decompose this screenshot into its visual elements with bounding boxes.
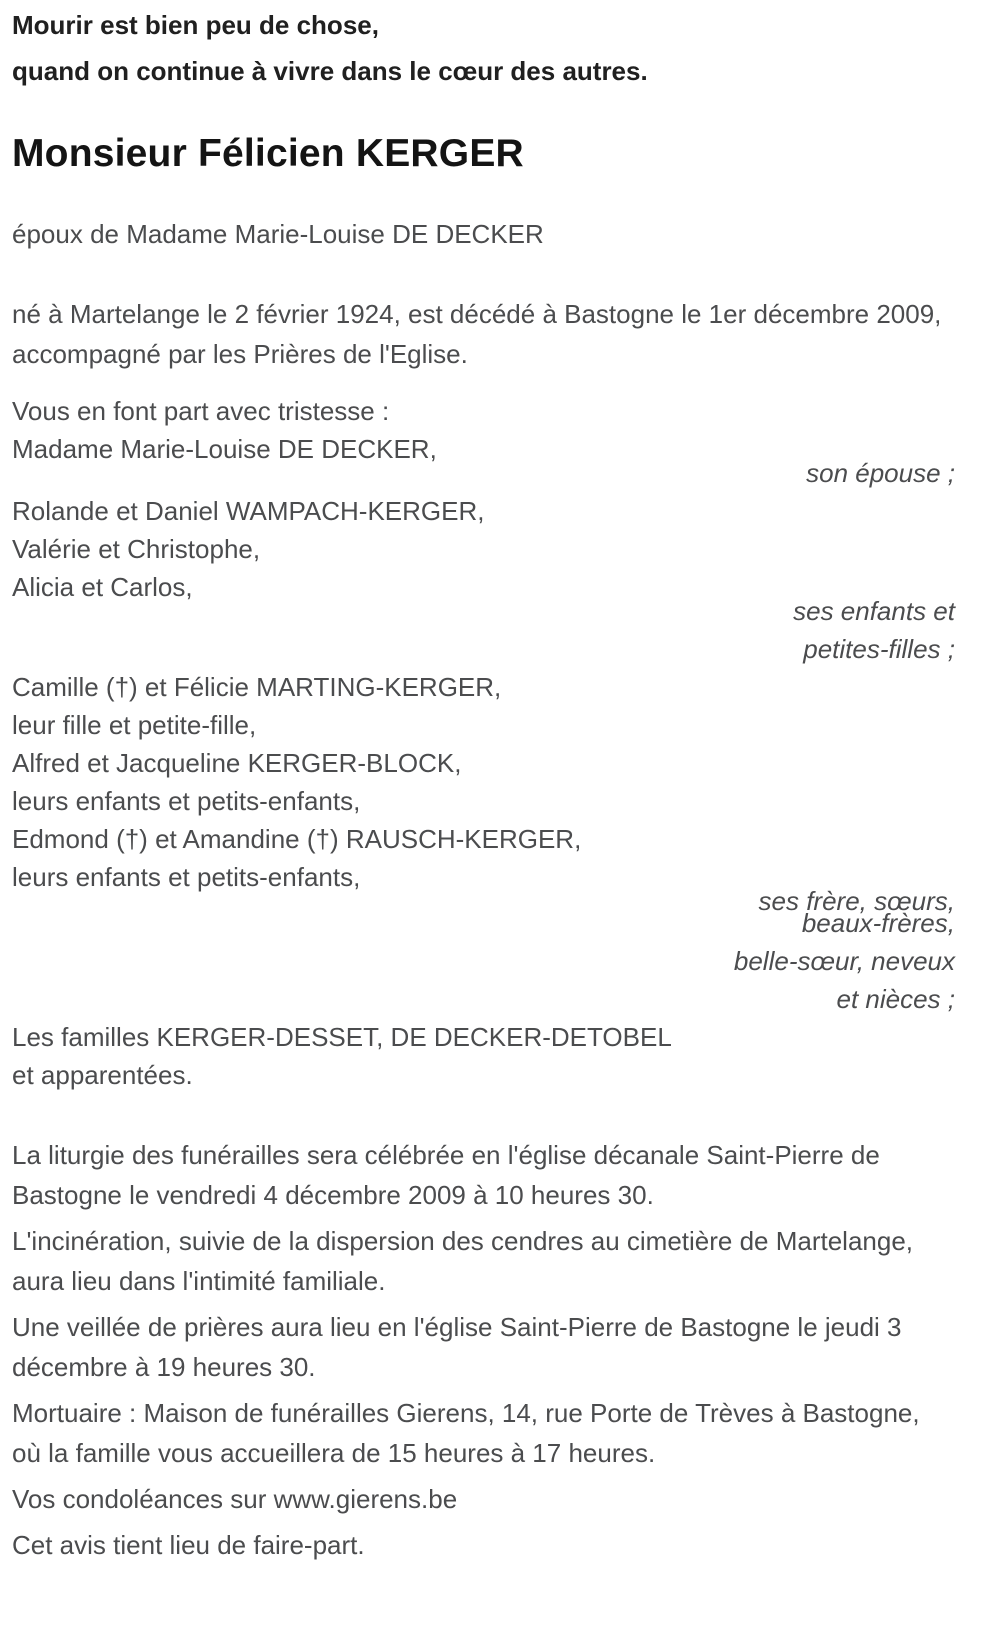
family-member-line: Les familles KERGER-DESSET, DE DECKER-DETOBEL bbox=[12, 1022, 672, 1052]
family-member-line: Edmond (†) et Amandine (†) RAUSCH-KERGER, bbox=[12, 824, 582, 854]
family-member-line: Alicia et Carlos, bbox=[12, 572, 193, 602]
death-details: né à Martelange le 2 février 1924, est décédé à Bastogne le 1er décembre 2009, accompagné par les Prières de l'Eglise. bbox=[12, 299, 942, 369]
condolences-text: Vos condoléances sur bbox=[12, 1484, 274, 1514]
family-list bbox=[12, 430, 955, 1094]
epitaph-line-1: Mourir est bien peu de chose, bbox=[12, 10, 379, 40]
family-member-line: Camille (†) et Félicie MARTING-KERGER, bbox=[12, 672, 502, 702]
ceremony-info bbox=[12, 1135, 955, 1565]
epitaph-line-2: quand on continue à vivre dans le cœur des autres. bbox=[12, 56, 648, 86]
relation-block bbox=[12, 882, 955, 1018]
family-member-line: Madame Marie-Louise DE DECKER, bbox=[12, 434, 437, 464]
announcement-intro: Vous en font part avec tristesse : bbox=[12, 396, 390, 426]
relation-label: et nièces ; bbox=[836, 984, 955, 1014]
family-member-line: Valérie et Christophe, bbox=[12, 534, 261, 564]
spouse-line: époux de Madame Marie-Louise DE DECKER bbox=[12, 219, 544, 249]
family-member-line: Alfred et Jacqueline KERGER-BLOCK, bbox=[12, 748, 462, 778]
family-group-extended bbox=[12, 1018, 955, 1094]
mortuary-paragraph: Mortuaire : Maison de funérailles Gierens, 14, rue Porte de Trèves à Bastogne, où la famille vous accueillera de 15 heures à 17 heures. bbox=[12, 1398, 920, 1468]
relation-label: belle-sœur, neveux bbox=[733, 946, 955, 976]
family-member-line: leurs enfants et petits-enfants, bbox=[12, 786, 361, 816]
family-member-line: leurs enfants et petits-enfants, bbox=[12, 862, 361, 892]
family-member-line: et apparentées. bbox=[12, 1060, 193, 1090]
family-group-spouse bbox=[12, 430, 955, 492]
relation-label: petites-filles ; bbox=[803, 634, 955, 664]
condolences-line bbox=[12, 1479, 955, 1519]
relation-label: son épouse ; bbox=[806, 458, 955, 488]
epitaph bbox=[12, 2, 955, 94]
vigil-paragraph: Une veillée de prières aura lieu en l'église Saint-Pierre de Bastogne le jeudi 3 décembre à 19 heures 30. bbox=[12, 1312, 902, 1382]
deceased-name-title: Monsieur Félicien KERGER bbox=[12, 132, 524, 175]
family-group-children bbox=[12, 492, 955, 668]
cremation-paragraph: L'incinération, suivie de la dispersion des cendres au cimetière de Martelange, aura lieu dans l'intimité familiale. bbox=[12, 1226, 914, 1296]
family-member-line: leur fille et petite-fille, bbox=[12, 710, 257, 740]
family-group-siblings bbox=[12, 668, 955, 1018]
liturgy-paragraph: La liturgie des funérailles sera célébrée en l'église décanale Saint-Pierre de Bastogne le vendredi 4 décembre 2009 à 10 heures 30. bbox=[12, 1140, 880, 1210]
family-member-line: Rolande et Daniel WAMPACH-KERGER, bbox=[12, 496, 485, 526]
relation-label: ses enfants et bbox=[793, 596, 955, 626]
closing-line: Cet avis tient lieu de faire-part. bbox=[12, 1530, 365, 1560]
relation-label: ses frère, sœurs, bbox=[758, 886, 955, 916]
relation-label: beaux-frères, bbox=[801, 908, 955, 938]
condolences-website-link[interactable]: www.gierens.be bbox=[273, 1484, 458, 1514]
